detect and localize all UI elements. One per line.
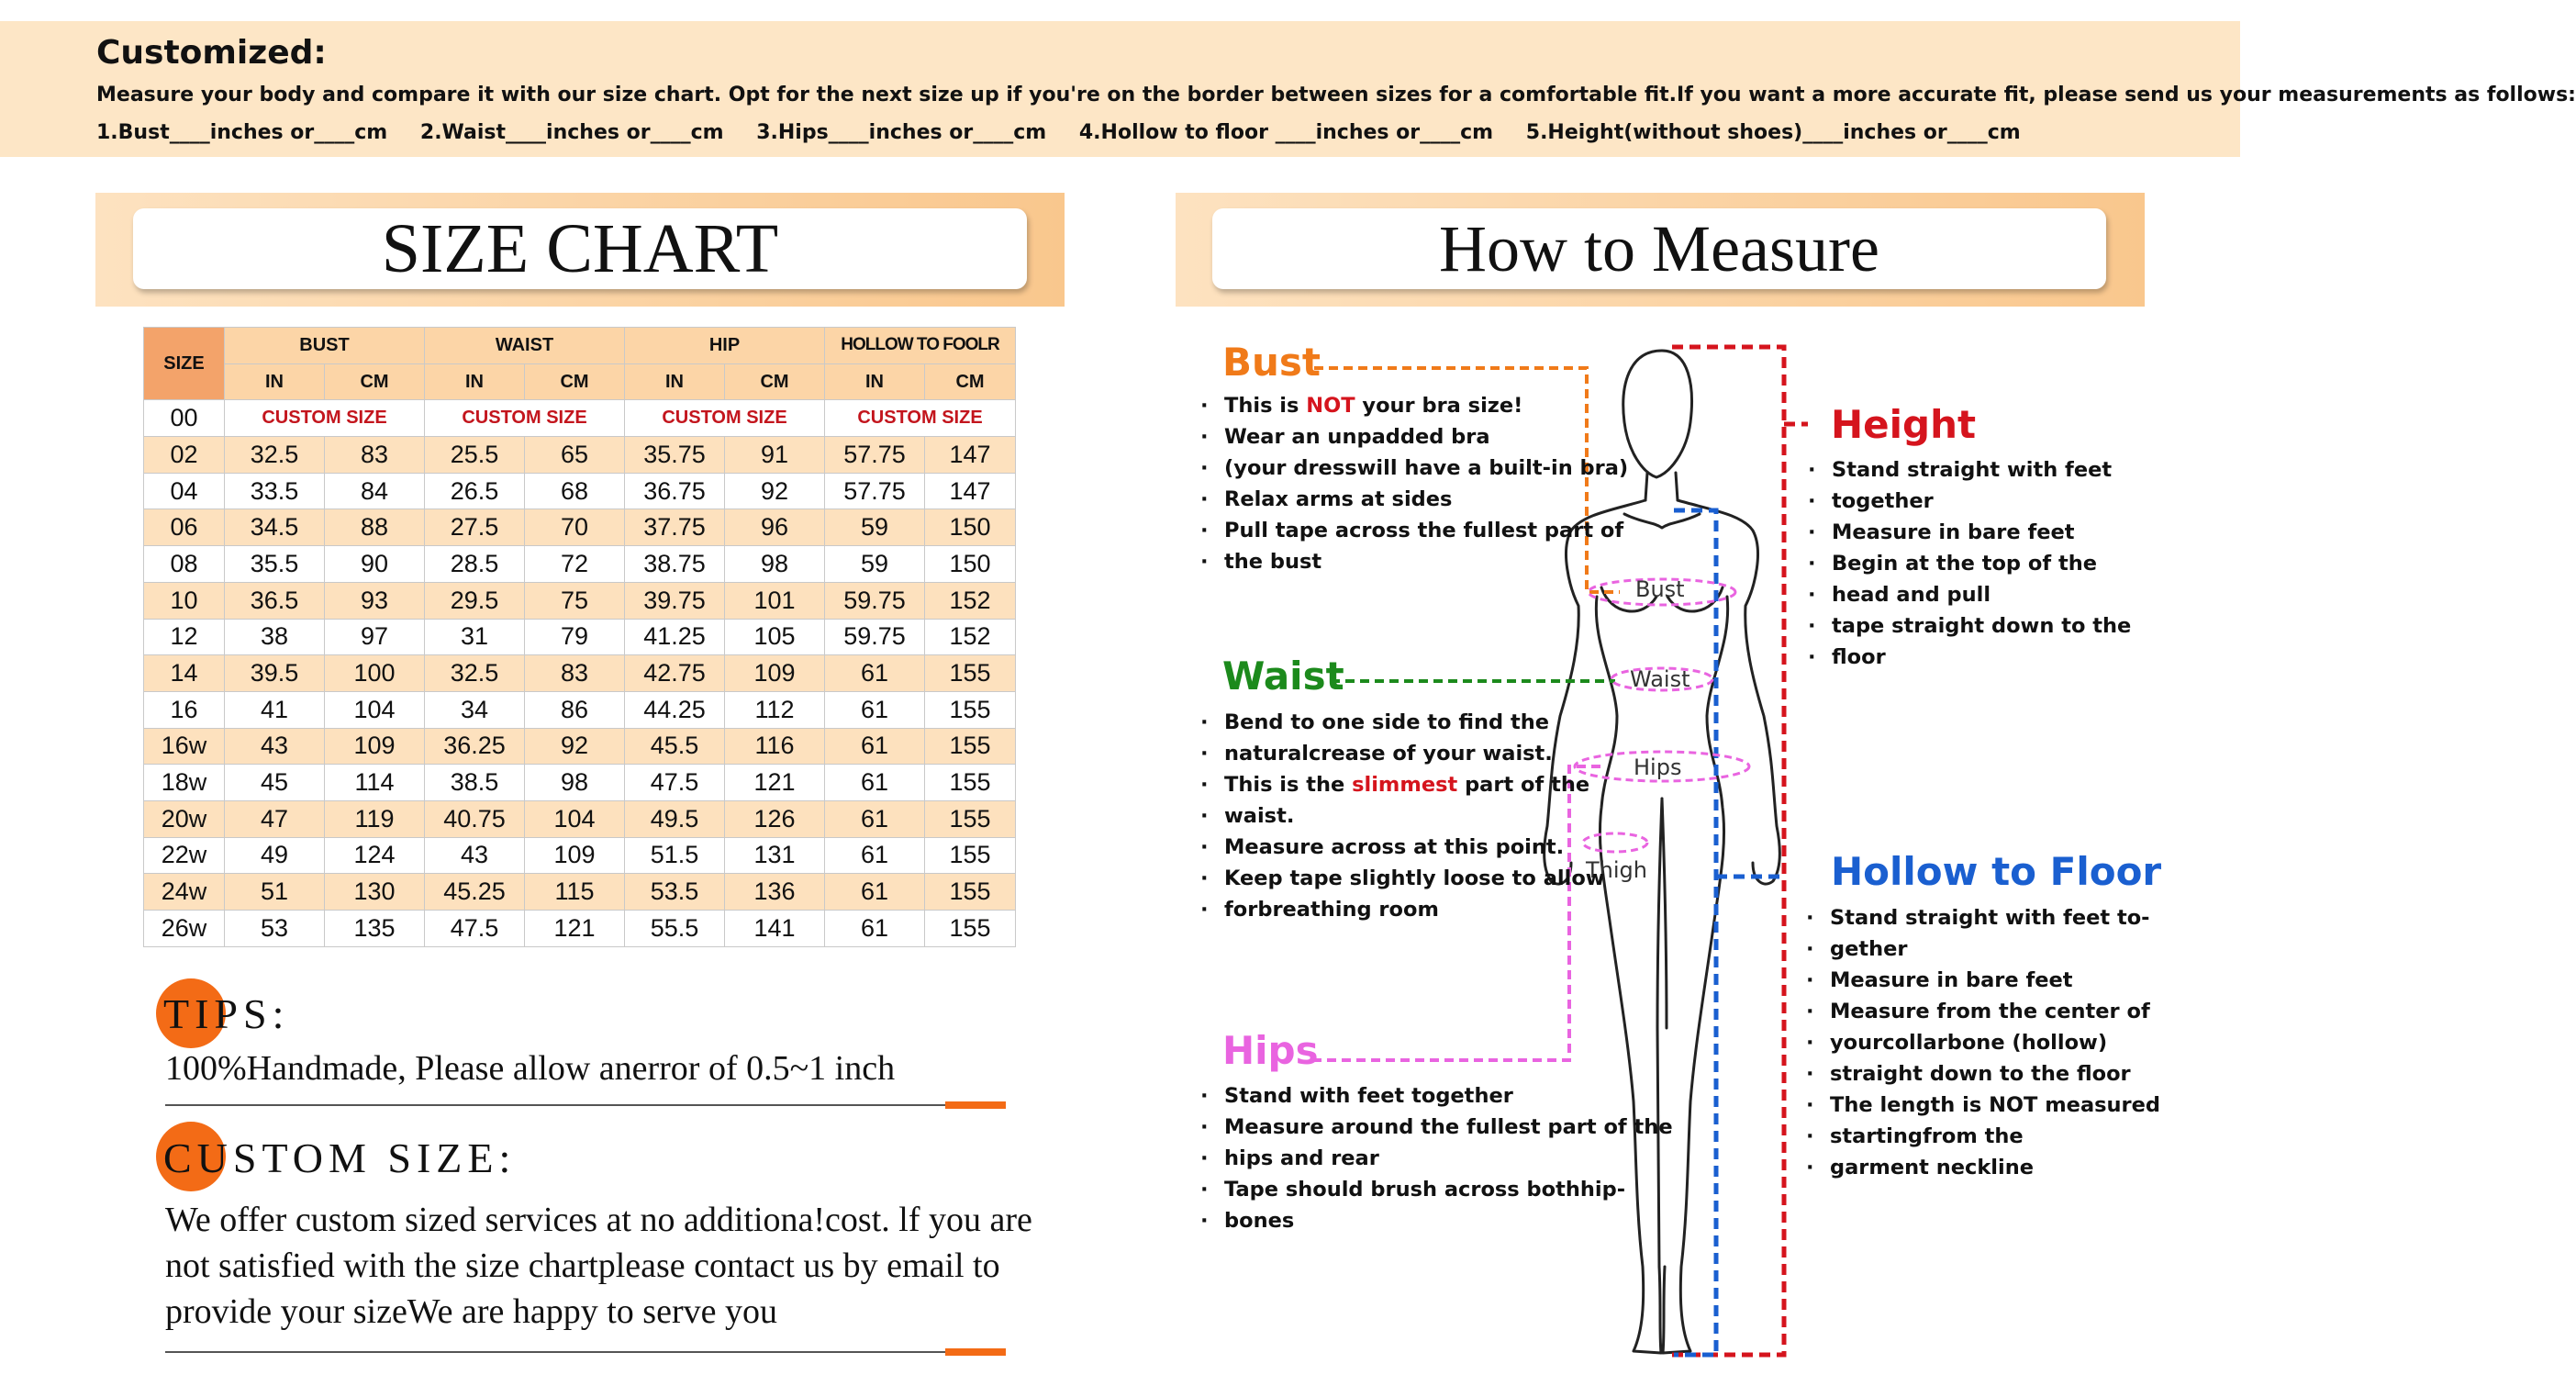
instruction-item: · Measure in bare feet [1806, 965, 2160, 996]
value-cell: 109 [725, 655, 825, 692]
instruction-item: · Measure from the center of [1806, 996, 2160, 1027]
value-cell: 155 [925, 655, 1016, 692]
value-cell: 61 [825, 800, 925, 837]
value-cell: 92 [525, 728, 625, 765]
value-cell: 53 [225, 911, 325, 947]
field-hollow-to-floor: 4.Hollow to floor ____inches or____cm [1078, 121, 1494, 144]
value-cell: 101 [725, 582, 825, 619]
value-cell: 32.5 [425, 655, 525, 692]
instruction-item: · yourcollarbone (hollow) [1806, 1027, 2160, 1058]
value-cell: 131 [725, 837, 825, 874]
figure-label-hips: Hips [1634, 754, 1682, 780]
height-instructions [1808, 454, 2131, 673]
instruction-item: · straight down to the floor [1806, 1058, 2160, 1090]
value-cell: 91 [725, 437, 825, 474]
instruction-item: · Keep tape slightly loose to allow [1200, 863, 1605, 894]
value-cell: 83 [325, 437, 425, 474]
instruction-item: · tape straight down to the [1808, 610, 2131, 642]
size-cell: 08 [144, 546, 225, 583]
value-cell: 126 [725, 800, 825, 837]
tips-title: TIPS: [163, 990, 290, 1037]
instruction-item: · bones [1200, 1205, 1673, 1236]
unit-header: IN [225, 363, 325, 400]
value-cell: 155 [925, 800, 1016, 837]
value-cell: 96 [725, 509, 825, 546]
value-cell: 98 [525, 765, 625, 801]
value-cell: 41.25 [625, 619, 725, 655]
hollow-group-header: HOLLOW TO FOOLR [825, 328, 1016, 364]
value-cell: 70 [525, 509, 625, 546]
value-cell: 38.5 [425, 765, 525, 801]
value-cell: 147 [925, 473, 1016, 509]
value-cell: 44.25 [625, 691, 725, 728]
value-cell: 57.75 [825, 437, 925, 474]
instruction-item: · head and pull [1808, 579, 2131, 610]
value-cell: 41 [225, 691, 325, 728]
value-cell: 35.5 [225, 546, 325, 583]
size-cell: 10 [144, 582, 225, 619]
instruction-item: · The length is NOT measured [1806, 1090, 2160, 1121]
unit-header: IN [425, 363, 525, 400]
value-cell: 92 [725, 473, 825, 509]
instruction-item: · Bend to one side to find the [1200, 707, 1605, 738]
value-cell: 72 [525, 546, 625, 583]
value-cell: 45 [225, 765, 325, 801]
instruction-item: · startingfrom the [1806, 1121, 2160, 1152]
size-cell: 20w [144, 800, 225, 837]
value-cell: 119 [325, 800, 425, 837]
value-cell: 34 [425, 691, 525, 728]
custom-size-cell: CUSTOM SIZE [625, 400, 825, 437]
banner-instructions: Measure your body and compare it with our size chart. Opt for the next size up if you're on the border between sizes for a comfortable fit.If you want a more accurate fit, please send us your measurements as follows: [96, 84, 2576, 106]
value-cell: 28.5 [425, 546, 525, 583]
value-cell: 29.5 [425, 582, 525, 619]
emphasis-text: slimmest [1352, 773, 1458, 797]
size-cell: 12 [144, 619, 225, 655]
instruction-item: · Stand straight with feet to- [1806, 902, 2160, 933]
value-cell: 83 [525, 655, 625, 692]
value-cell: 104 [525, 800, 625, 837]
value-cell: 65 [525, 437, 625, 474]
value-cell: 98 [725, 546, 825, 583]
instruction-item: · waist. [1200, 800, 1605, 832]
value-cell: 51.5 [625, 837, 725, 874]
value-cell: 141 [725, 911, 825, 947]
value-cell: 90 [325, 546, 425, 583]
unit-header: IN [625, 363, 725, 400]
value-cell: 35.75 [625, 437, 725, 474]
emphasis-text: NOT [1306, 394, 1355, 418]
hips-instructions [1200, 1080, 1673, 1236]
value-cell: 43 [225, 728, 325, 765]
value-cell: 57.75 [825, 473, 925, 509]
instruction-item: · floor [1808, 642, 2131, 673]
value-cell: 152 [925, 619, 1016, 655]
value-cell: 97 [325, 619, 425, 655]
value-cell: 47 [225, 800, 325, 837]
unit-header: CM [725, 363, 825, 400]
value-cell: 135 [325, 911, 425, 947]
value-cell: 61 [825, 874, 925, 911]
value-cell: 59.75 [825, 619, 925, 655]
value-cell: 36.5 [225, 582, 325, 619]
value-cell: 152 [925, 582, 1016, 619]
value-cell: 61 [825, 655, 925, 692]
tips-text: 100%Handmade, Please allow anerror of 0.5~1 inch [165, 1049, 896, 1088]
size-cell: 02 [144, 437, 225, 474]
value-cell: 61 [825, 691, 925, 728]
how-to-measure-title-text: How to Measure [1439, 211, 1879, 285]
value-cell: 39.75 [625, 582, 725, 619]
size-cell: 16 [144, 691, 225, 728]
value-cell: 61 [825, 911, 925, 947]
size-cell: 22w [144, 837, 225, 874]
value-cell: 40.75 [425, 800, 525, 837]
hollow-heading: Hollow to Floor [1831, 849, 2162, 894]
instruction-item: · Begin at the top of the [1808, 548, 2131, 579]
value-cell: 33.5 [225, 473, 325, 509]
figure-label-thigh: Thigh [1586, 857, 1647, 883]
custom-size-text: We offer custom sized services at no additiona!cost. lf you are not satisfied with the size chartplease contact us by email to provide your sizeWe are happy to serve you [165, 1201, 1032, 1331]
value-cell: 49.5 [625, 800, 725, 837]
value-cell: 121 [525, 911, 625, 947]
value-cell: 84 [325, 473, 425, 509]
hip-group-header: HIP [625, 328, 825, 364]
custom-size-title: CUSTOM SIZE: [163, 1135, 517, 1181]
value-cell: 34.5 [225, 509, 325, 546]
bust-heading: Bust [1222, 340, 1321, 385]
height-guide [1672, 347, 1808, 1355]
value-cell: 43 [425, 837, 525, 874]
instruction-item: · Stand straight with feet [1808, 454, 2131, 486]
field-bust: 1.Bust____inches or____cm [96, 121, 388, 144]
value-cell: 79 [525, 619, 625, 655]
instruction-item: · Measure across at this point. [1200, 832, 1605, 863]
size-cell: 24w [144, 874, 225, 911]
value-cell: 49 [225, 837, 325, 874]
value-cell: 124 [325, 837, 425, 874]
value-cell: 42.75 [625, 655, 725, 692]
instruction-item: · This is the slimmest part of the [1200, 769, 1605, 800]
instruction-item: · Measure in bare feet [1808, 517, 2131, 548]
value-cell: 59 [825, 509, 925, 546]
value-cell: 150 [925, 509, 1016, 546]
bust-group-header: BUST [225, 328, 425, 364]
instruction-item: · the bust [1200, 546, 1628, 577]
value-cell: 55.5 [625, 911, 725, 947]
value-cell: 155 [925, 911, 1016, 947]
value-cell: 75 [525, 582, 625, 619]
custom-size-cell: CUSTOM SIZE [425, 400, 625, 437]
waist-instructions [1200, 707, 1605, 925]
value-cell: 31 [425, 619, 525, 655]
instruction-item: · forbreathing room [1200, 894, 1605, 925]
value-cell: 68 [525, 473, 625, 509]
hollow-guide [1674, 510, 1784, 1355]
hollow-instructions [1806, 902, 2160, 1183]
figure-label-bust: Bust [1635, 576, 1685, 602]
waist-group-header: WAIST [425, 328, 625, 364]
instruction-item: · Relax arms at sides [1200, 484, 1628, 515]
value-cell: 59 [825, 546, 925, 583]
size-cell: 00 [144, 400, 225, 437]
value-cell: 114 [325, 765, 425, 801]
instruction-item: · hips and rear [1200, 1143, 1673, 1174]
value-cell: 115 [525, 874, 625, 911]
unit-header: CM [925, 363, 1016, 400]
field-height: 5.Height(without shoes)____inches or____cm [1525, 121, 2021, 144]
value-cell: 37.75 [625, 509, 725, 546]
value-cell: 36.25 [425, 728, 525, 765]
value-cell: 61 [825, 728, 925, 765]
instruction-item: · garment neckline [1806, 1152, 2160, 1183]
value-cell: 32.5 [225, 437, 325, 474]
value-cell: 155 [925, 837, 1016, 874]
size-cell: 16w [144, 728, 225, 765]
instruction-item: · Measure around the fullest part of the [1200, 1112, 1673, 1143]
value-cell: 130 [325, 874, 425, 911]
custom-size-cell: CUSTOM SIZE [825, 400, 1016, 437]
instruction-item: · naturalcrease of your waist. [1200, 738, 1605, 769]
height-heading: Height [1831, 402, 1977, 447]
size-column-header: SIZE [144, 328, 225, 400]
waist-heading: Waist [1222, 654, 1344, 699]
size-cell: 18w [144, 765, 225, 801]
value-cell: 155 [925, 691, 1016, 728]
value-cell: 150 [925, 546, 1016, 583]
value-cell: 61 [825, 765, 925, 801]
unit-header: IN [825, 363, 925, 400]
value-cell: 45.5 [625, 728, 725, 765]
value-cell: 100 [325, 655, 425, 692]
value-cell: 109 [525, 837, 625, 874]
value-cell: 136 [725, 874, 825, 911]
size-cell: 04 [144, 473, 225, 509]
instruction-item: · gether [1806, 933, 2160, 965]
value-cell: 104 [325, 691, 425, 728]
bust-instructions [1200, 390, 1628, 577]
unit-header: CM [325, 363, 425, 400]
instruction-item: · Wear an unpadded bra [1200, 421, 1628, 453]
value-cell: 121 [725, 765, 825, 801]
value-cell: 109 [325, 728, 425, 765]
value-cell: 93 [325, 582, 425, 619]
unit-header: CM [525, 363, 625, 400]
value-cell: 47.5 [425, 911, 525, 947]
value-cell: 61 [825, 837, 925, 874]
value-cell: 105 [725, 619, 825, 655]
value-cell: 25.5 [425, 437, 525, 474]
value-cell: 36.75 [625, 473, 725, 509]
hips-heading: Hips [1222, 1028, 1319, 1073]
instruction-item: · Pull tape across the fullest part of [1200, 515, 1628, 546]
value-cell: 155 [925, 728, 1016, 765]
value-cell: 86 [525, 691, 625, 728]
figure-label-waist: Waist [1630, 666, 1690, 692]
banner-title: Customized: [96, 34, 327, 72]
custom-size-cell: CUSTOM SIZE [225, 400, 425, 437]
value-cell: 88 [325, 509, 425, 546]
value-cell: 45.25 [425, 874, 525, 911]
instruction-item: · (your dresswill have a built-in bra) [1200, 453, 1628, 484]
value-cell: 147 [925, 437, 1016, 474]
value-cell: 51 [225, 874, 325, 911]
size-cell: 06 [144, 509, 225, 546]
field-hips: 3.Hips____inches or____cm [756, 121, 1047, 144]
size-cell: 14 [144, 655, 225, 692]
value-cell: 53.5 [625, 874, 725, 911]
instruction-item: · Stand with feet together [1200, 1080, 1673, 1112]
value-cell: 27.5 [425, 509, 525, 546]
value-cell: 39.5 [225, 655, 325, 692]
field-waist: 2.Waist____inches or____cm [419, 121, 724, 144]
value-cell: 112 [725, 691, 825, 728]
value-cell: 116 [725, 728, 825, 765]
instruction-item: · This is NOT your bra size! [1200, 390, 1628, 421]
size-chart-title-text: SIZE CHART [381, 209, 779, 287]
value-cell: 59.75 [825, 582, 925, 619]
value-cell: 38.75 [625, 546, 725, 583]
instruction-item: · together [1808, 486, 2131, 517]
value-cell: 155 [925, 874, 1016, 911]
value-cell: 47.5 [625, 765, 725, 801]
value-cell: 26.5 [425, 473, 525, 509]
size-cell: 26w [144, 911, 225, 947]
instruction-item: · Tape should brush across bothhip- [1200, 1174, 1673, 1205]
value-cell: 155 [925, 765, 1016, 801]
value-cell: 38 [225, 619, 325, 655]
